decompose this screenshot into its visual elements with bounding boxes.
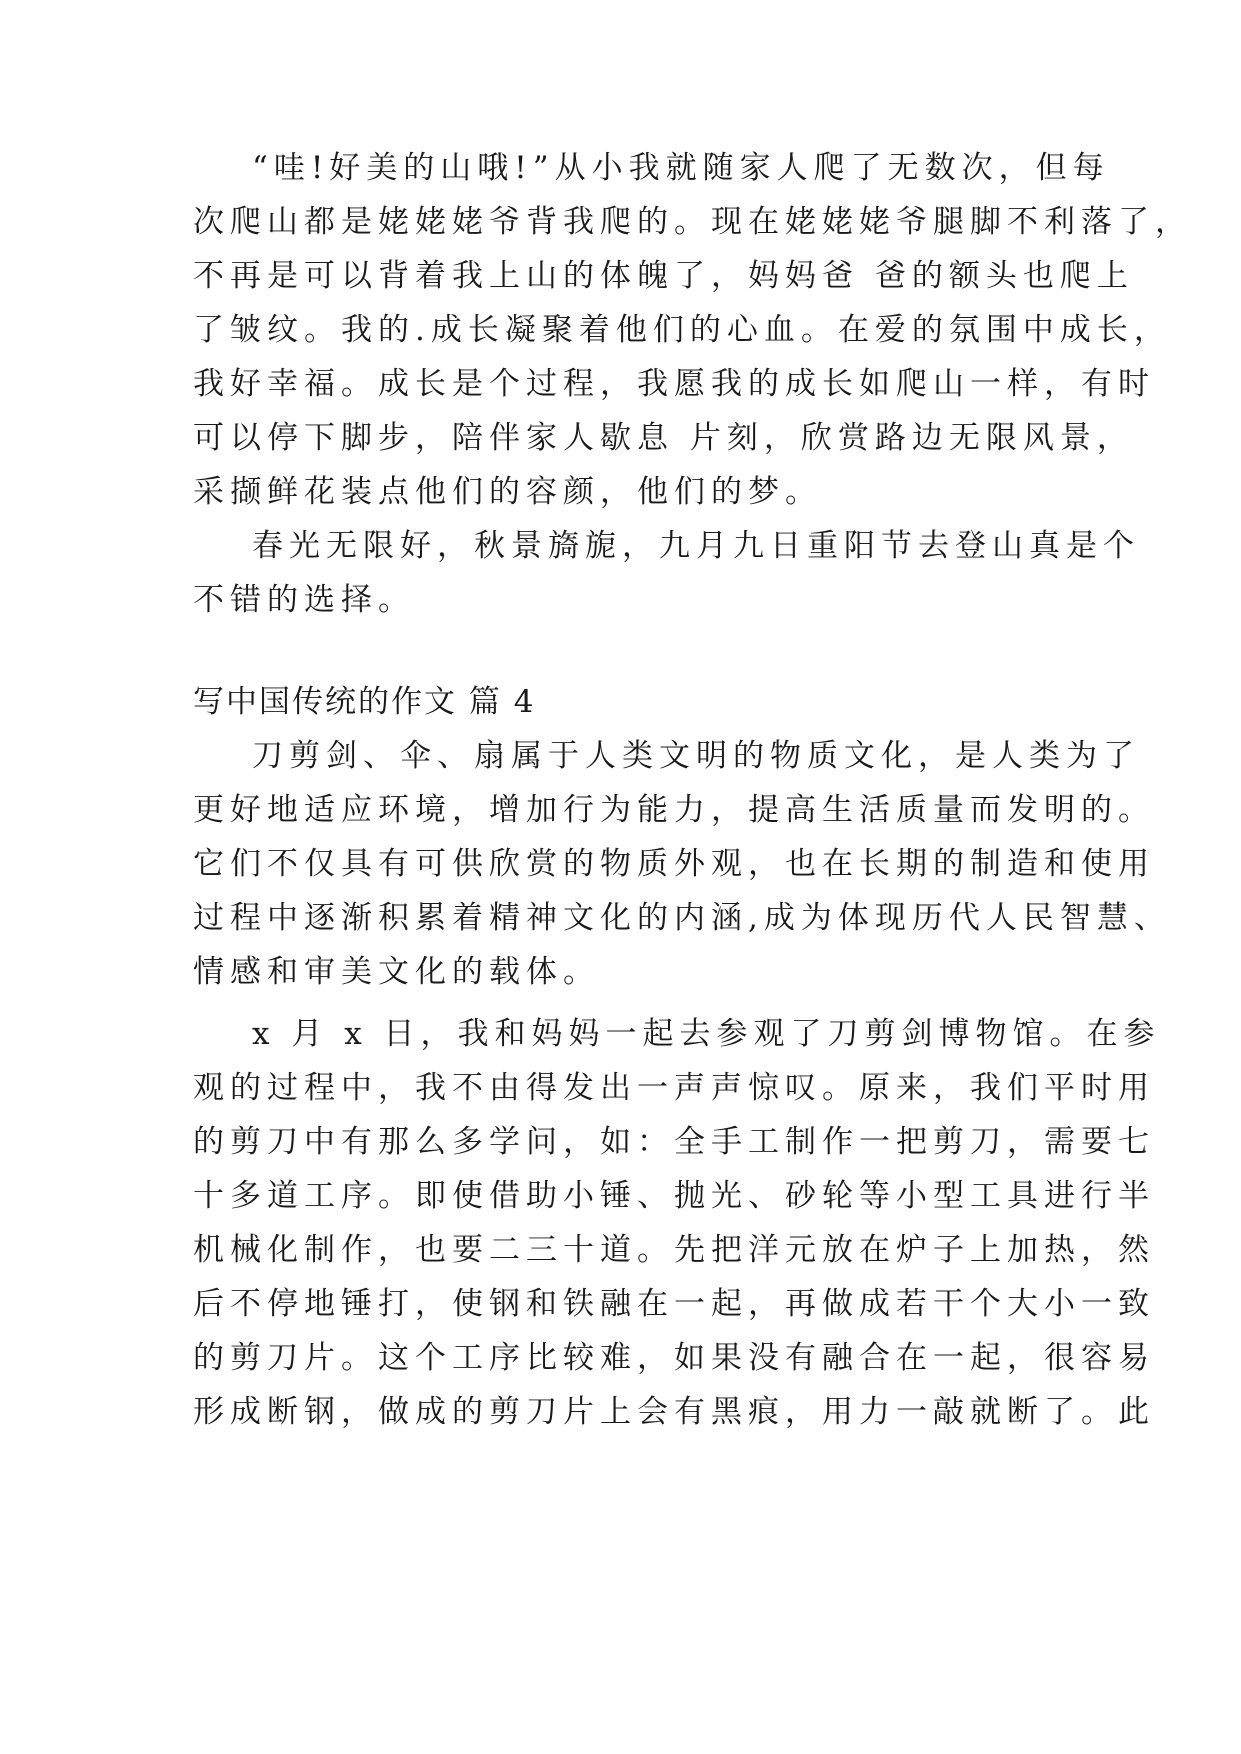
paragraph-line: 机械化制作，也要二三十道。先把洋元放在炉子上加热，然 <box>193 1232 1155 1268</box>
paragraph-line: 过程中逐渐积累着精神文化的内涵,成为体现历代人民智慧、 <box>193 900 1171 936</box>
paragraph-line: 情感和审美文化的载体。 <box>193 954 600 990</box>
paragraph-line: 刀剪剑、伞、扇属于人类文明的物质文化，是人类为了 <box>252 738 1140 774</box>
paragraph-line: 的剪刀片。这个工序比较难，如果没有融合在一起，很容易 <box>193 1340 1155 1376</box>
paragraph-line: 不再是可以背着我上山的体魄了，妈妈爸 爸的额头也爬上 <box>193 258 1134 294</box>
paragraph-line: 后不停地锤打，使钢和铁融在一起，再做成若干个大小一致 <box>193 1286 1155 1322</box>
paragraph-line: 它们不仅具有可供欣赏的物质外观，也在长期的制造和使用 <box>193 846 1155 882</box>
paragraph-line: 次爬山都是姥姥姥爷背我爬的。现在姥姥姥爷腿脚不利落了， <box>193 204 1192 240</box>
paragraph-line: 春光无限好，秋景旖旎，九月九日重阳节去登山真是个 <box>252 528 1140 564</box>
paragraph-line: 采撷鲜花装点他们的容颜，他们的梦。 <box>193 474 822 510</box>
paragraph-line: 形成断钢，做成的剪刀片上会有黑痕，用力一敲就断了。此 <box>193 1394 1155 1430</box>
paragraph-line: 可以停下脚步，陪伴家人歇息 片刻，欣赏路边无限风景， <box>193 420 1134 456</box>
paragraph-line: 了皱纹。我的.成长凝聚着他们的心血。在爱的氛围中成长， <box>193 312 1171 348</box>
paragraph-line: “哇!好美的山哦!”从小我就随家人爬了无数次，但每 <box>252 150 1110 186</box>
paragraph-line: 我好幸福。成长是个过程，我愿我的成长如爬山一样，有时 <box>193 366 1155 402</box>
paragraph-line: 十多道工序。即使借助小锤、抛光、砂轮等小型工具进行半 <box>193 1178 1155 1214</box>
paragraph-line: 观的过程中，我不由得发出一声声惊叹。原来，我们平时用 <box>193 1070 1155 1106</box>
section-heading: 写中国传统的作文 篇 4 <box>193 684 536 720</box>
paragraph-line: 不错的选择。 <box>193 582 415 618</box>
paragraph-line: 更好地适应环境，增加行为能力，提高生活质量而发明的。 <box>193 792 1155 828</box>
paragraph-line: 的剪刀中有那么多学问，如：全手工制作一把剪刀，需要七 <box>193 1124 1155 1160</box>
paragraph-line: x 月 x 日，我和妈妈一起去参观了刀剪剑博物馆。在参 <box>252 1016 1161 1052</box>
